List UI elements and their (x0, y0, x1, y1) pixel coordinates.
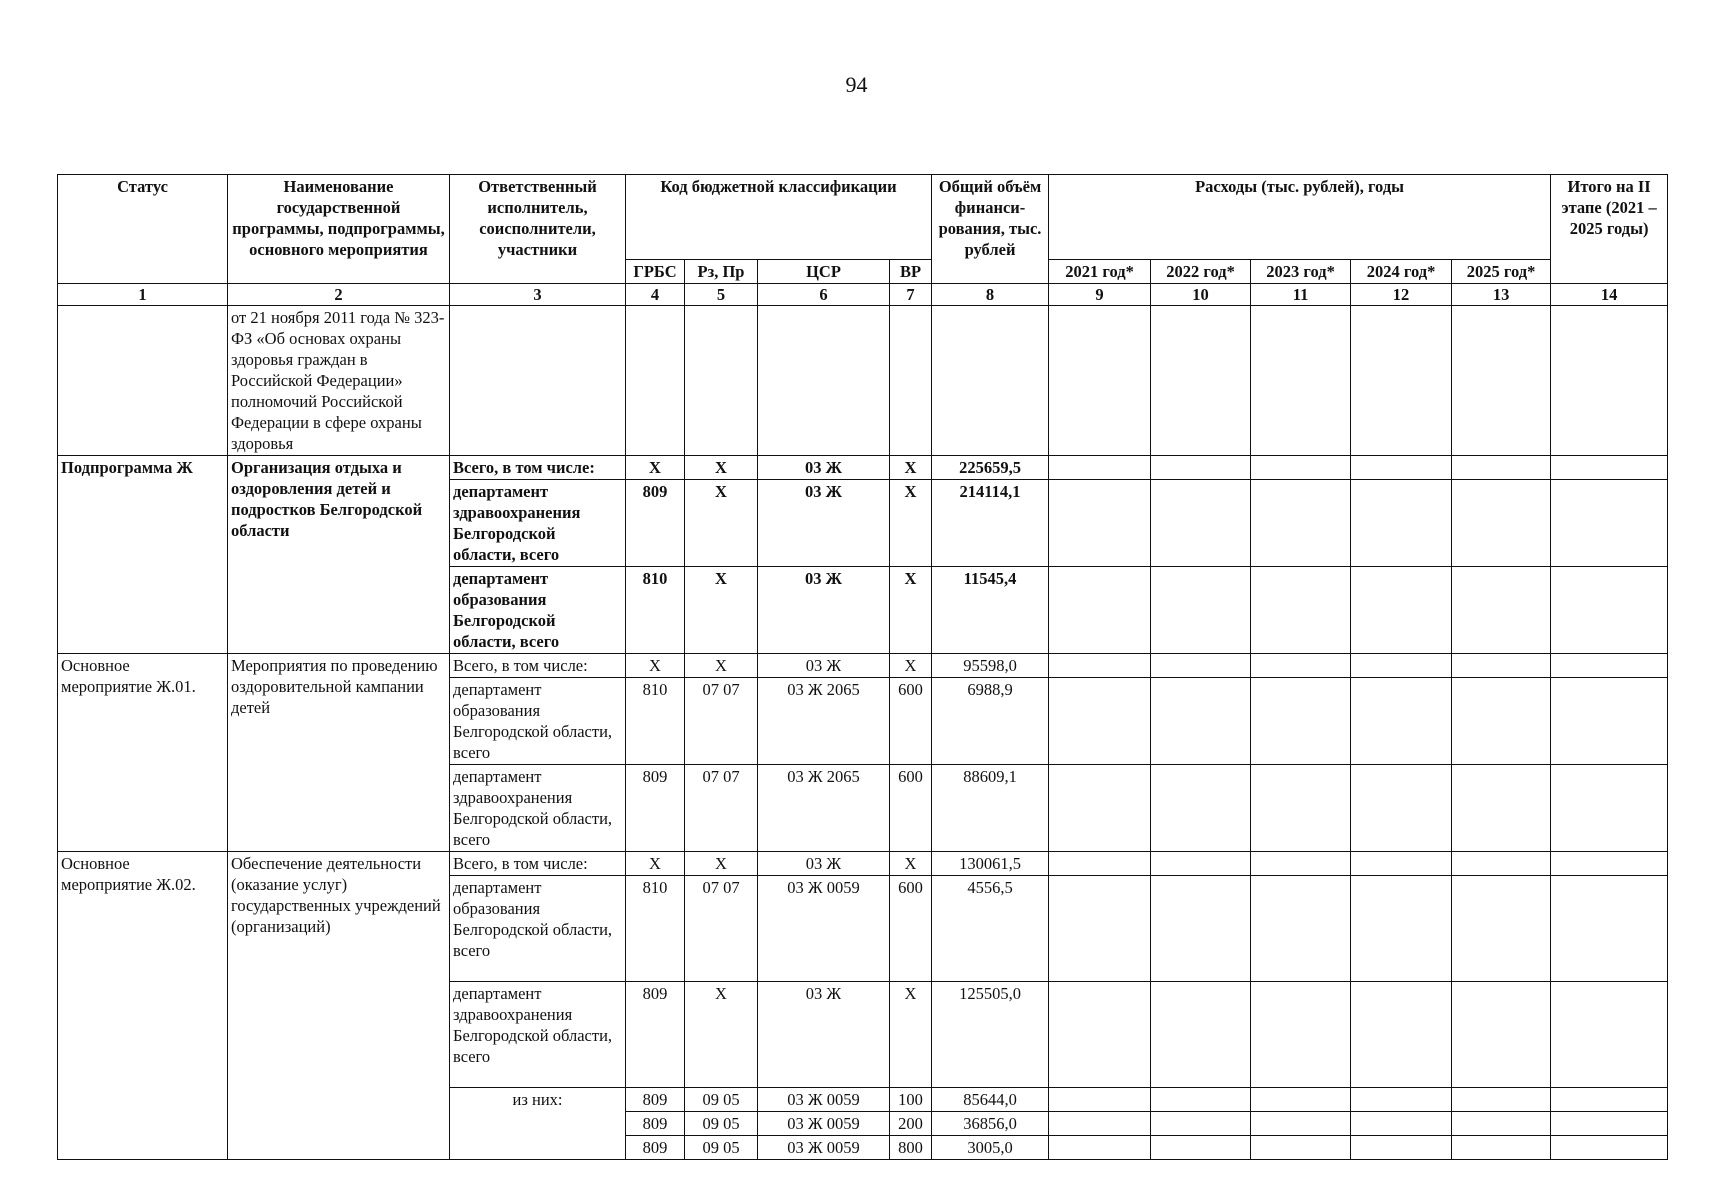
total-cell: 36856,0 (932, 1112, 1049, 1136)
total-cell: 95598,0 (932, 654, 1049, 678)
executor-cell: Всего, в том числе: (450, 654, 626, 678)
executor-cell: департамент здравоохранения Белгородской области, всего (450, 765, 626, 852)
column-number: 13 (1452, 284, 1551, 306)
executor-cell: департамент образования Белгородской области, всего (450, 678, 626, 765)
header-vr: ВР (890, 260, 932, 284)
header-status: Статус (58, 175, 228, 284)
column-number: 6 (758, 284, 890, 306)
vr-cell: 600 (890, 876, 932, 982)
total-cell: 6988,9 (932, 678, 1049, 765)
rzpr-cell: 07 07 (685, 765, 758, 852)
header-rzpr: Рз, Пр (685, 260, 758, 284)
csr-cell: 03 Ж 2065 (758, 678, 890, 765)
rzpr-cell: 09 05 (685, 1136, 758, 1160)
continuation-row (58, 306, 1668, 456)
executor-cell: Всего, в том числе: (450, 852, 626, 876)
rzpr-cell: 09 05 (685, 1112, 758, 1136)
vr-cell: Х (890, 852, 932, 876)
rzpr-cell: 09 05 (685, 1088, 758, 1112)
grbs-cell: 809 (626, 765, 685, 852)
header-csr: ЦСР (758, 260, 890, 284)
total-cell: 11545,4 (932, 567, 1049, 654)
grbs-cell: 810 (626, 876, 685, 982)
status-cell (58, 306, 228, 456)
header-total: Общий объём финанси-рования, тыс. рублей (932, 175, 1049, 284)
csr-cell: 03 Ж 0059 (758, 876, 890, 982)
header-year-2021: 2021 год* (1049, 260, 1151, 284)
total-cell: 88609,1 (932, 765, 1049, 852)
column-numbers-row (58, 284, 1668, 306)
header-grbs: ГРБС (626, 260, 685, 284)
rzpr-cell: Х (685, 480, 758, 567)
program-name: от 21 ноября 2011 года № 323-ФЗ «Об основах охраны здоровья граждан в Российской Федерации» полномочий Российской Федерации в сфере охраны здоровья (228, 306, 450, 456)
executor-cell: департамент образования Белгородской области, всего (450, 876, 626, 982)
table-row (58, 456, 1668, 480)
vr-cell: 800 (890, 1136, 932, 1160)
header-name: Наименование государственной программы, подпрограммы, основного мероприятия (228, 175, 450, 284)
grbs-cell: 809 (626, 982, 685, 1088)
header-year-2025: 2025 год* (1452, 260, 1551, 284)
grbs-cell: 809 (626, 1088, 685, 1112)
vr-cell: Х (890, 480, 932, 567)
status-cell: Основное мероприятие Ж.01. (58, 654, 228, 852)
table-row (58, 852, 1668, 876)
vr-cell: 600 (890, 765, 932, 852)
csr-cell: 03 Ж 0059 (758, 1136, 890, 1160)
total-cell: 3005,0 (932, 1136, 1049, 1160)
vr-cell: Х (890, 456, 932, 480)
header-year-2024: 2024 год* (1351, 260, 1452, 284)
grbs-cell: 810 (626, 567, 685, 654)
column-number: 10 (1151, 284, 1251, 306)
grbs-cell: 809 (626, 1112, 685, 1136)
total-cell: 125505,0 (932, 982, 1049, 1088)
total-cell: 214114,1 (932, 480, 1049, 567)
total-cell: 225659,5 (932, 456, 1049, 480)
header-budget-code: Код бюджетной классификации (626, 175, 932, 260)
program-name: Мероприятия по проведению оздоровительной кампании детей (228, 654, 450, 852)
executor-cell: департамент здравоохранения Белгородской области, всего (450, 480, 626, 567)
csr-cell: 03 Ж 2065 (758, 765, 890, 852)
grbs-cell: Х (626, 456, 685, 480)
csr-cell: 03 Ж 0059 (758, 1088, 890, 1112)
executor-cell: департамент здравоохранения Белгородской области, всего (450, 982, 626, 1088)
rzpr-cell: Х (685, 982, 758, 1088)
column-number: 14 (1551, 284, 1668, 306)
rzpr-cell: Х (685, 654, 758, 678)
budget-table (57, 174, 1668, 1160)
rzpr-cell: Х (685, 852, 758, 876)
column-number: 7 (890, 284, 932, 306)
header-year-2022: 2022 год* (1151, 260, 1251, 284)
csr-cell: 03 Ж (758, 852, 890, 876)
column-number: 8 (932, 284, 1049, 306)
total-cell: 130061,5 (932, 852, 1049, 876)
total-cell: 4556,5 (932, 876, 1049, 982)
header-executor: Ответственный исполнитель, соисполнители, участники (450, 175, 626, 284)
grbs-cell: 809 (626, 480, 685, 567)
grbs-cell: 809 (626, 1136, 685, 1160)
vr-cell: 100 (890, 1088, 932, 1112)
vr-cell: Х (890, 982, 932, 1088)
vr-cell: Х (890, 654, 932, 678)
header-year-2023: 2023 год* (1251, 260, 1351, 284)
column-number: 5 (685, 284, 758, 306)
grbs-cell: 810 (626, 678, 685, 765)
grbs-cell: Х (626, 852, 685, 876)
csr-cell: 03 Ж (758, 654, 890, 678)
executor-cell: из них: (450, 1088, 626, 1160)
header-itogo: Итого на II этапе (2021 – 2025 годы) (1551, 175, 1668, 284)
vr-cell: 600 (890, 678, 932, 765)
header-row-1 (58, 175, 1668, 260)
table-row (58, 654, 1668, 678)
page-number: 94 (845, 72, 868, 97)
csr-cell: 03 Ж 0059 (758, 1112, 890, 1136)
status-cell: Подпрограмма Ж (58, 456, 228, 654)
column-number: 9 (1049, 284, 1151, 306)
vr-cell: Х (890, 567, 932, 654)
vr-cell: 200 (890, 1112, 932, 1136)
column-number: 4 (626, 284, 685, 306)
rzpr-cell: Х (685, 567, 758, 654)
executor-cell: Всего, в том числе: (450, 456, 626, 480)
rzpr-cell: 07 07 (685, 678, 758, 765)
csr-cell: 03 Ж (758, 456, 890, 480)
grbs-cell: Х (626, 654, 685, 678)
rzpr-cell: 07 07 (685, 876, 758, 982)
program-name: Обеспечение деятельности (оказание услуг) государственных учреждений (организаций) (228, 852, 450, 1160)
total-cell: 85644,0 (932, 1088, 1049, 1112)
column-number: 11 (1251, 284, 1351, 306)
header-expenses: Расходы (тыс. рублей), годы (1049, 175, 1551, 260)
csr-cell: 03 Ж (758, 567, 890, 654)
csr-cell: 03 Ж (758, 480, 890, 567)
column-number: 3 (450, 284, 626, 306)
column-number: 1 (58, 284, 228, 306)
executor-cell: департамент образования Белгородской области, всего (450, 567, 626, 654)
status-cell: Основное мероприятие Ж.02. (58, 852, 228, 1160)
csr-cell: 03 Ж (758, 982, 890, 1088)
column-number: 12 (1351, 284, 1452, 306)
rzpr-cell: Х (685, 456, 758, 480)
program-name: Организация отдыха и оздоровления детей и подростков Белгородской области (228, 456, 450, 654)
column-number: 2 (228, 284, 450, 306)
